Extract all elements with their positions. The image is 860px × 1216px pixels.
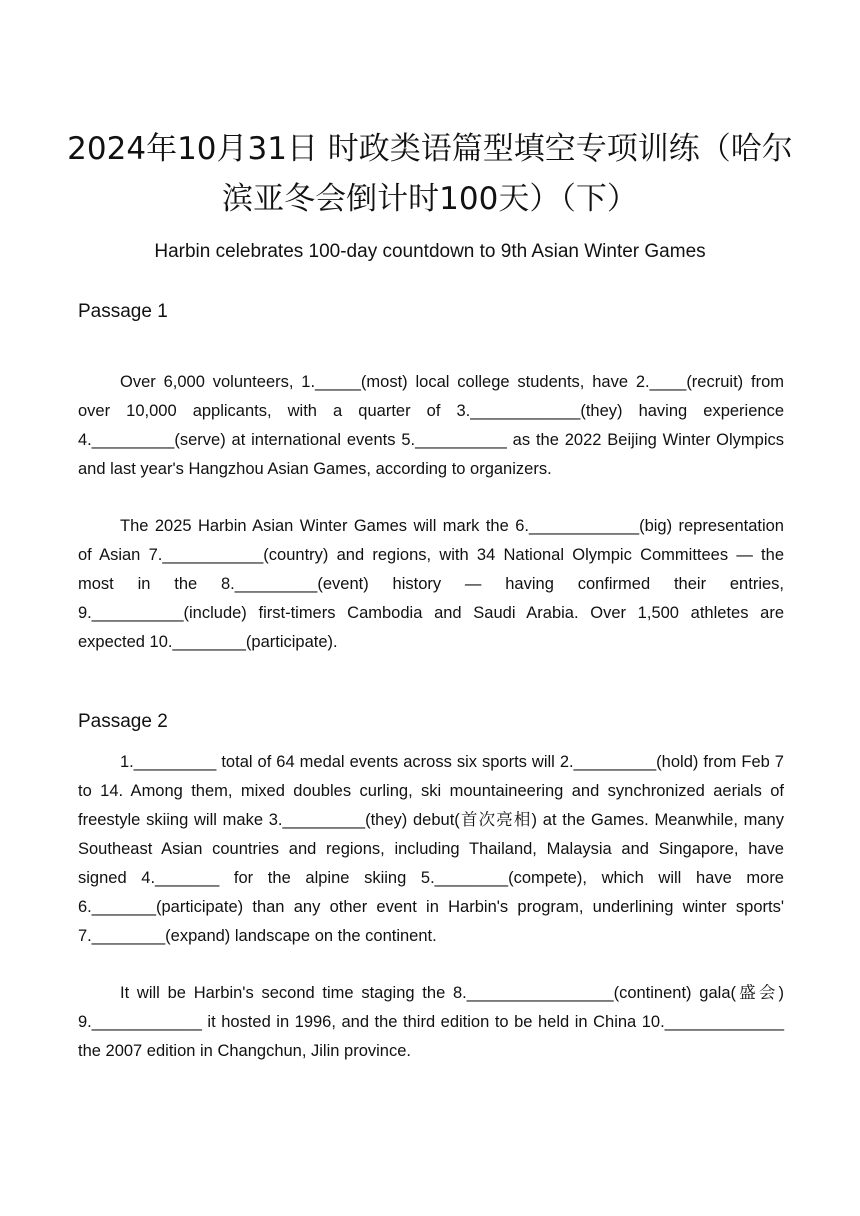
passage-1-paragraph-1: Over 6,000 volunteers, 1._____(most) local college students, have 2.____(recruit) from over 10,000 applicants, with a quarter of 3.____________(they) having experience 4._________(serve) at international events 5.__________ as the 2022 Beijing Winter Olympics and last year's Hangzhou Asian Games, according to organizers. [78,373,784,478]
passage-2-paragraph-2: It will be Harbin's second time staging the 8.________________(continent) gala(盛会) 9.____________ it hosted in 1996, and the third edition to be held in China 10._____________ the 2007 edition in Changchun, Jilin province. [78,984,784,1060]
passage-2-heading: Passage 2 [78,711,168,732]
passage-1-paragraph-2: The 2025 Harbin Asian Winter Games will mark the 6.____________(big) representation of Asian 7.___________(country) and regions, with 34 National Olympic Committees — the most in the 8._________(event) history — having confirmed their entries, 9.__________(include) first-timers Cambodia and Saudi Arabia. Over 1,500 athletes are expected 10.________(participate). [78,517,784,651]
passage-2-paragraph-1: 1._________ total of 64 medal events across six sports will 2._________(hold) from Feb 7 to 14. Among them, mixed doubles curling, ski mountaineering and synchronized aerials of freestyle skiing will make 3._________(they) debut(首次亮相) at the Games. Meanwhile, many Southeast Asian countries and regions, including Thailand, Malaysia and Singapore, have signed 4._______ for the alpine skiing 5.________(compete), which will have more 6._______(participate) than any other event in Harbin's program, underlining winter sports' 7.________(expand) landscape on the continent. [78,753,784,945]
document-subtitle: Harbin celebrates 100-day countdown to 9th Asian Winter Games [154,241,706,262]
passage-1-heading: Passage 1 [78,301,168,322]
document-title: 2024年10月31日 时政类语篇型填空专项训练（哈尔滨亚冬会倒计时100天）（下） [67,131,793,217]
